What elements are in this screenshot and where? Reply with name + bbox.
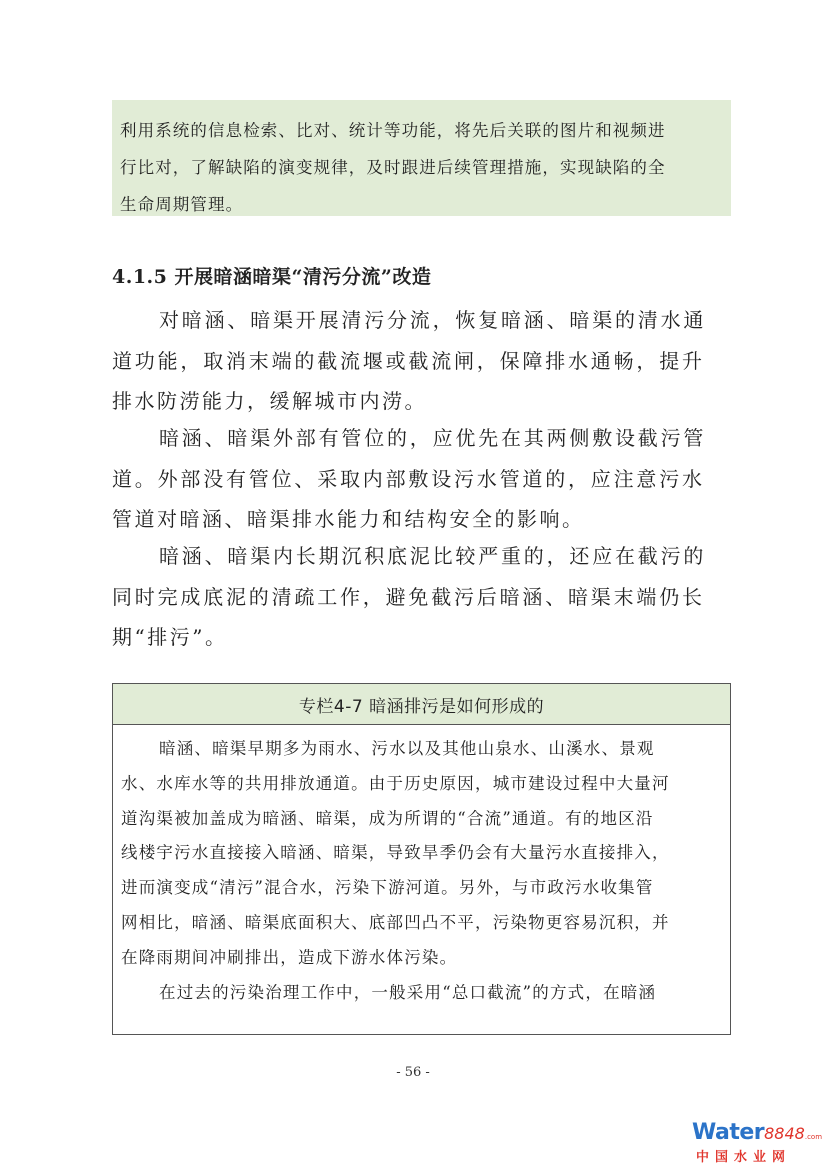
column-box-body <box>113 725 730 1010</box>
highlight-line: 行比对，了解缺陷的演变规律，及时跟进后续管理措施，实现缺陷的全 <box>120 158 666 177</box>
column-line: 在降雨期间冲刷排出，造成下游水体污染。 <box>121 947 458 967</box>
watermark-brand-row <box>692 1120 822 1145</box>
body-paragraph-1 <box>112 300 731 422</box>
paragraph-line: 同时完成底泥的清疏工作，避免截污后暗涵、暗渠末端仍长 <box>112 584 705 609</box>
column-line: 暗涵、暗渠早期多为雨水、污水以及其他山泉水、山溪水、景观 <box>159 739 655 758</box>
column-line: 线楼宇污水直接接入暗涵、暗渠，导致旱季仍会有大量污水直接排入， <box>121 843 670 863</box>
page-number: - 56 - <box>396 1065 430 1080</box>
highlight-line: 利用系统的信息检索、比对、统计等功能，将先后关联的图片和视频进 <box>120 121 666 140</box>
paragraph-line: 暗涵、暗渠外部有管位的，应优先在其两侧敷设截污管 <box>159 426 707 450</box>
highlight-line: 生命周期管理。 <box>120 195 244 214</box>
watermark-brand: Water <box>692 1120 765 1145</box>
body-paragraph-2 <box>112 418 731 540</box>
paragraph-line: 暗涵、暗渠内长期沉积底泥比较严重的，还应在截污的 <box>159 544 707 568</box>
watermark-logo <box>692 1120 822 1164</box>
column-box-title: 专栏4-7 暗涵排污是如何形成的 <box>113 684 730 725</box>
column-line: 水、水库水等的共用排放通道。由于历史原因，城市建设过程中大量河 <box>121 773 670 793</box>
watermark-domain: .com <box>804 1133 823 1141</box>
paragraph-line: 管道对暗涵、暗渠排水能力和结构安全的影响。 <box>112 507 585 531</box>
column-line: 在过去的污染治理工作中，一般采用“总口截流”的方式，在暗涵 <box>159 982 657 1002</box>
paragraph-line: 道。外部没有管位、采取内部敷设污水管道的，应注意污水 <box>112 466 705 491</box>
column-line: 网相比，暗涵、暗渠底面积大、底部凹凸不平，污染物更容易沉积，并 <box>121 912 670 932</box>
highlight-box <box>112 100 731 216</box>
paragraph-line: 道功能，取消末端的截流堰或截流闸，保障排水通畅，提升 <box>112 348 705 373</box>
paragraph-line: 对暗涵、暗渠开展清污分流，恢复暗涵、暗渠的清水通 <box>159 308 707 332</box>
watermark-number: 8848 <box>764 1124 805 1143</box>
column-line: 道沟渠被加盖成为暗涵、暗渠，成为所谓的“合流”通道。有的地区沿 <box>121 808 654 828</box>
column-box <box>112 683 731 1035</box>
paragraph-line: 排水防涝能力，缓解城市内涝。 <box>112 389 427 413</box>
watermark-subtitle: 中国水业网 <box>696 1150 792 1165</box>
paragraph-line: 期“排污”。 <box>112 625 228 649</box>
column-line: 进而演变成“清污”混合水，污染下游河道。另外，与市政污水收集管 <box>121 878 654 898</box>
section-heading: 4.1.5 开展暗涵暗渠“清污分流”改造 <box>112 266 432 288</box>
body-paragraph-3 <box>112 536 731 658</box>
